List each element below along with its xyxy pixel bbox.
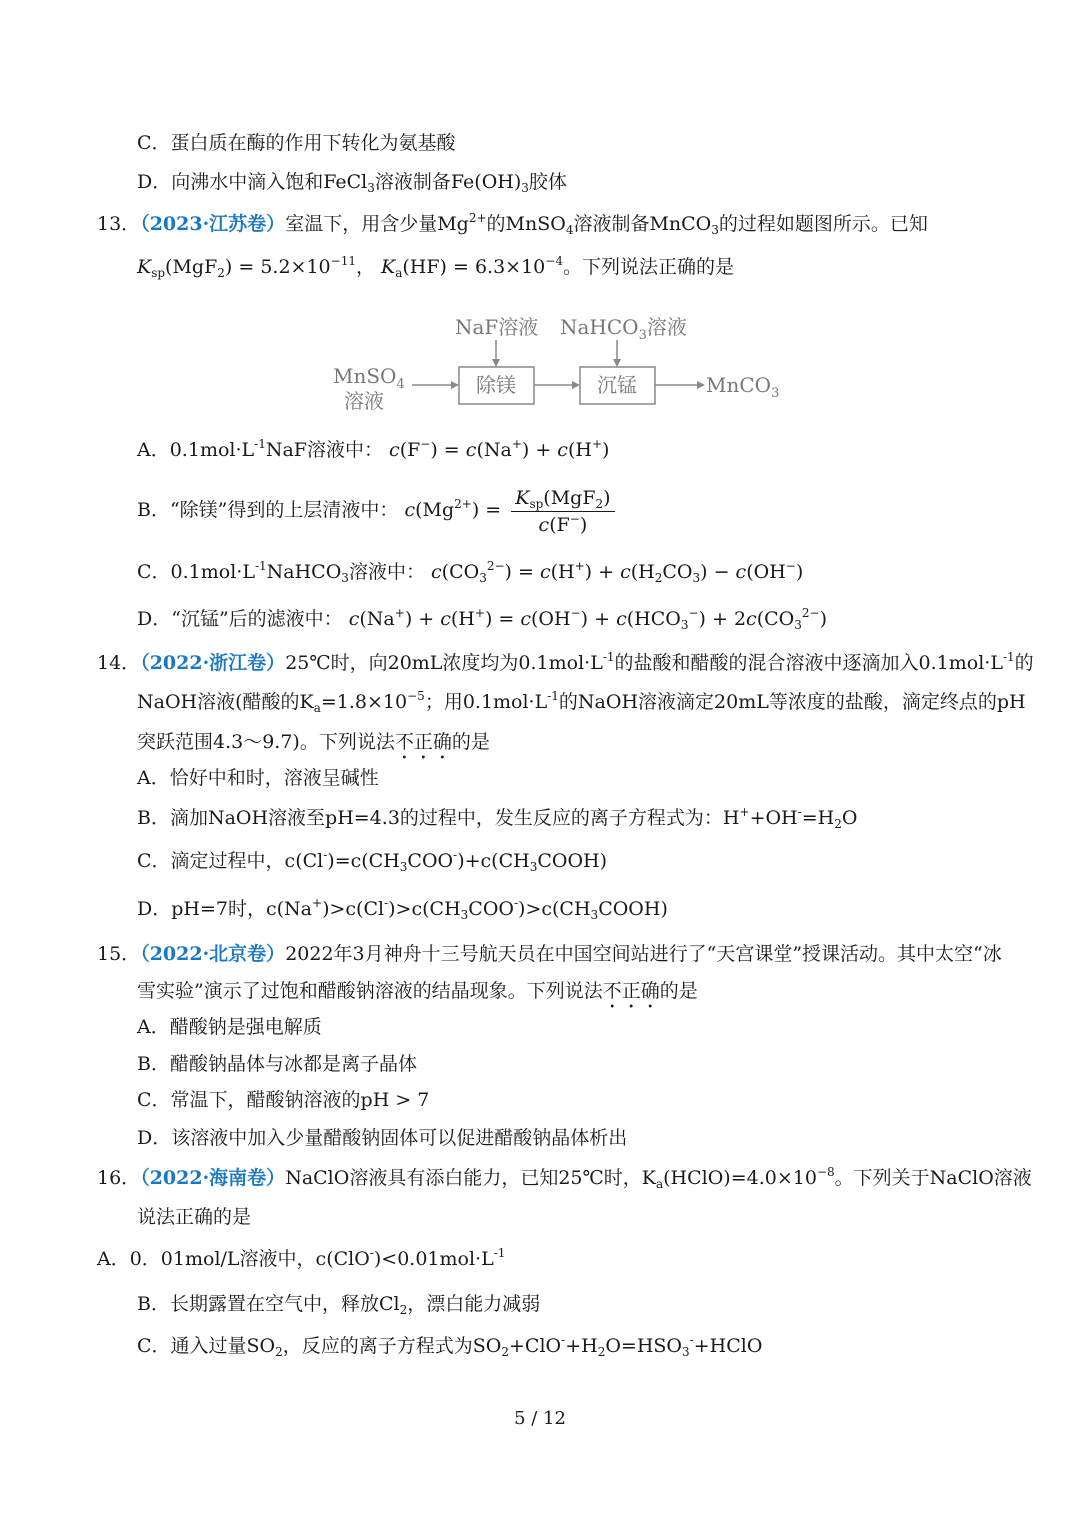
process-flow-diagram <box>320 305 790 417</box>
precipitate-manganese-box-label: 沉锰 <box>597 373 637 397</box>
q15-source: （2022·北京卷） <box>140 943 286 965</box>
page-number: 5 / 12 <box>514 1408 566 1429</box>
q12-option-d: D．向沸水中滴入饱和FeCl$_3$溶液制备$Fe(OH)_3$胶体 <box>137 171 567 195</box>
q15-stem-line2: 雪实验”演示了过饱和醋酸钠溶液的结晶现象。下列说法不正确的是 <box>137 980 698 1002</box>
q14-stem-line1: 14．（2022·浙江卷）25℃时，向20mL浓度均为$0.1mol\cdot L^{-1}$的盐酸和醋酸的混合溶液中逐滴加入$0.1mol\cdot L^{-1}$的 <box>97 650 1034 674</box>
q16-stem-line1: 16．（2022·海南卷）NaClO溶液具有添白能力，已知25℃时，$K_a(HClO)=4.0\times 10^{-8}$。下列关于NaClO溶液 <box>97 1165 1032 1191</box>
mnco3-product-label: MnCO$_3$ <box>706 373 780 401</box>
nahco3-solution-label: NaHCO$_3$溶液 <box>560 315 687 343</box>
q13-option-b: B．“除镁”得到的上层清液中： $c(Mg^{2+})$ = $\frac{K_{sp}(MgF_2)}{c(F^-)}$ <box>137 482 619 538</box>
naf-solution-label: NaF溶液 <box>455 315 539 339</box>
q16-option-b: B．长期露置在空气中，释放$Cl_2$，漂白能力减弱 <box>137 1293 541 1317</box>
mnso4-label: MnSO$_4$ <box>333 364 405 392</box>
q14-stem-line3: 突跃范围4.3～9.7)。下列说法不正确的是 <box>137 731 490 753</box>
q14-source: （2022·浙江卷） <box>140 652 286 674</box>
start-solution-label: 溶液 <box>344 389 384 413</box>
q15-option-b: B．醋酸钠晶体与冰都是离子晶体 <box>137 1053 417 1075</box>
q16-source: （2022·海南卷） <box>140 1167 286 1189</box>
q15-option-d: D．该溶液中加入少量醋酸钠固体可以促进醋酸钠晶体析出 <box>137 1127 628 1149</box>
q15-option-a: A．醋酸钠是强电解质 <box>137 1016 322 1038</box>
remove-magnesium-box-label: 除镁 <box>476 373 516 397</box>
q14-option-b: B．滴加NaOH溶液至pH=4.3的过程中，发生反应的离子方程式为：$H^++OH^-=H_2O$ <box>137 805 858 831</box>
q13-option-a: A．$0.1mol\cdot L^{-1}NaF$溶液中： c(F−) = c(Na+) + c(H+) <box>137 437 610 461</box>
q14-option-a: A．恰好中和时，溶液呈碱性 <box>137 767 379 789</box>
q16-option-a: A．0．01mol/L溶液中，$c(ClO^-)<0.01mol\cdot L^{-1}$ <box>97 1246 506 1270</box>
q14-stem-line2: NaOH溶液(醋酸的$K_a=1.8\times 10^{-5}$；用$0.1mol\cdot L^{-1}$的NaOH溶液滴定20mL等浓度的盐酸，滴定终点的pH <box>137 689 1026 715</box>
q15-option-c: C．常温下，醋酸钠溶液的pH > 7 <box>137 1089 430 1111</box>
q15-stem-line1: 15．（2022·北京卷）2022年3月神舟十三号航天员在中国空间站进行了“天宫课堂”授课活动。其中太空“冰 <box>97 943 1002 965</box>
q13-option-d: D．“沉锰”后的滤液中： $c(Na^+) + c(H^+) = c(OH^-) + c(HCO_3^-) + 2c(CO_3^{2-})$ <box>137 606 827 632</box>
q13-option-c: C．$0.1mol\cdot L^{-1}NaHCO_3$溶液中： $c(CO_3^{2-}) = c(H^+) + c(H_2CO_3) - c(OH^-)$ <box>137 559 804 585</box>
q13-stem-line1: 13．（2023·江苏卷）室温下，用含少量$Mg^{2+}$的MnSO$_4$溶液制备MnCO$_3$的过程如题图所示。已知 <box>97 211 928 237</box>
q16-option-c: C．通入过量$SO_2$，反应的离子方程式为$SO_2+ClO^-+H_2O=HSO_3^-+HClO$ <box>137 1333 763 1359</box>
q13-stem-line2: $K_{sp}(MgF_2) = 5.2\times 10^{-11}$， $K_a(HF) = 6.3\times 10^{-4}$。下列说法正确的是 <box>137 254 734 280</box>
q12-option-c: C．蛋白质在酶的作用下转化为氨基酸 <box>137 132 456 154</box>
q14-option-d: D．pH=7时，$c(Na^+)>c(Cl^-)>c(CH_3COO^-)>c(CH_3COOH)$ <box>137 896 668 922</box>
q13-source: （2023·江苏卷） <box>140 213 286 235</box>
q16-stem-line2: 说法正确的是 <box>137 1206 252 1228</box>
q14-option-c: C．滴定过程中，$c(Cl^-)=c(CH_3COO^-)+c(CH_3COOH)$ <box>137 848 608 874</box>
